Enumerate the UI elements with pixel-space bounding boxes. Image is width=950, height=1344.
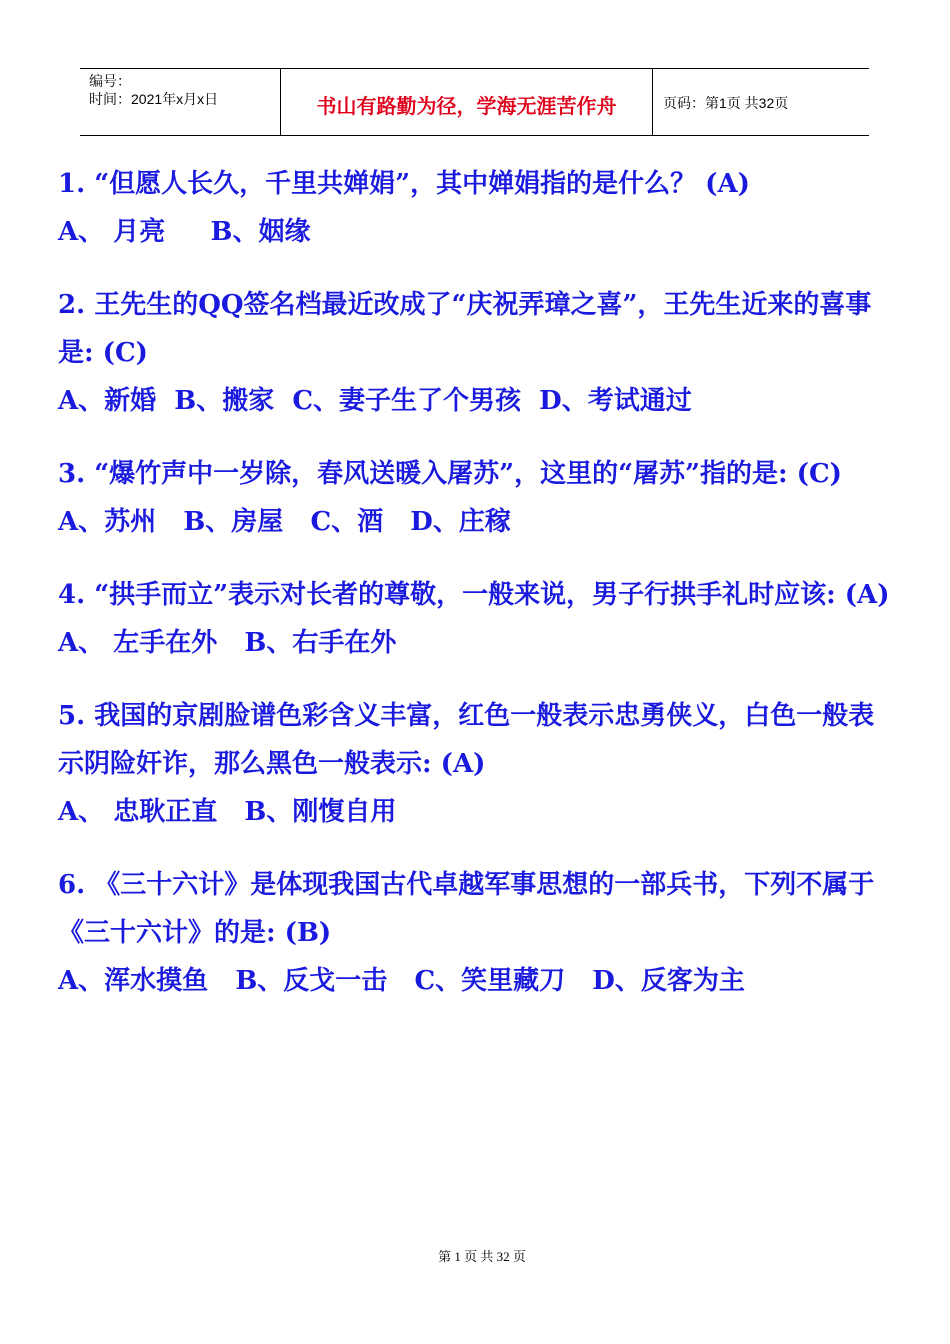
question-options: A、 忠耿正直 B、刚愎自用 [58,797,397,827]
question-item [58,861,898,1005]
number-label: 编号： [89,73,131,89]
question-text: 3. “爆竹声中一岁除，春风送暖入屠苏”，这里的“屠苏”指的是: (C) [58,459,842,489]
question-text: 6. 《三十六计》是体现我国古代卓越军事思想的一部兵书，下列不属于《三十六计》的是: (B) [58,870,875,948]
question-item [58,571,898,667]
header-page-cell [653,69,869,135]
page-info: 页码：第1页 共32页 [663,95,789,111]
footer-page-number: 第 1 页 共 32 页 [438,1249,526,1264]
header-motto-cell [281,69,653,135]
page-footer [0,1246,950,1265]
question-item [58,160,898,256]
header-meta-cell [80,69,281,135]
question-options: A、浑水摸鱼 B、反戈一击 C、笑里藏刀 D、反客为主 [58,966,745,996]
question-text: 1. “但愿人长久，千里共婵娟”，其中婵娟指的是什么？ (A) [58,169,750,199]
question-text: 2. 王先生的QQ签名档最近改成了“庆祝弄璋之喜”，王先生近来的喜事是: (C) [58,290,872,368]
question-item [58,281,898,425]
question-options: A、 左手在外 B、右手在外 [58,628,397,658]
question-text: 4. “拱手而立”表示对长者的尊敬，一般来说，男子行拱手礼时应该: (A) [58,580,890,610]
question-list [58,160,898,1005]
page-header [80,68,869,136]
question-options: A、苏州 B、房屋 C、酒 D、庄稼 [58,507,511,537]
question-options: A、 月亮 B、姻缘 [58,217,311,247]
question-text: 5. 我国的京剧脸谱色彩含义丰富，红色一般表示忠勇侠义，白色一般表示阴险奸诈，那么黑色一般表示: (A) [58,701,875,779]
question-item [58,450,898,546]
time-label: 时间：2021年x月x日 [89,91,219,107]
question-options: A、新婚 B、搬家 C、妻子生了个男孩 D、考试通过 [58,386,692,416]
motto-text: 书山有路勤为径，学海无涯苦作舟 [316,93,617,118]
question-item [58,692,898,836]
